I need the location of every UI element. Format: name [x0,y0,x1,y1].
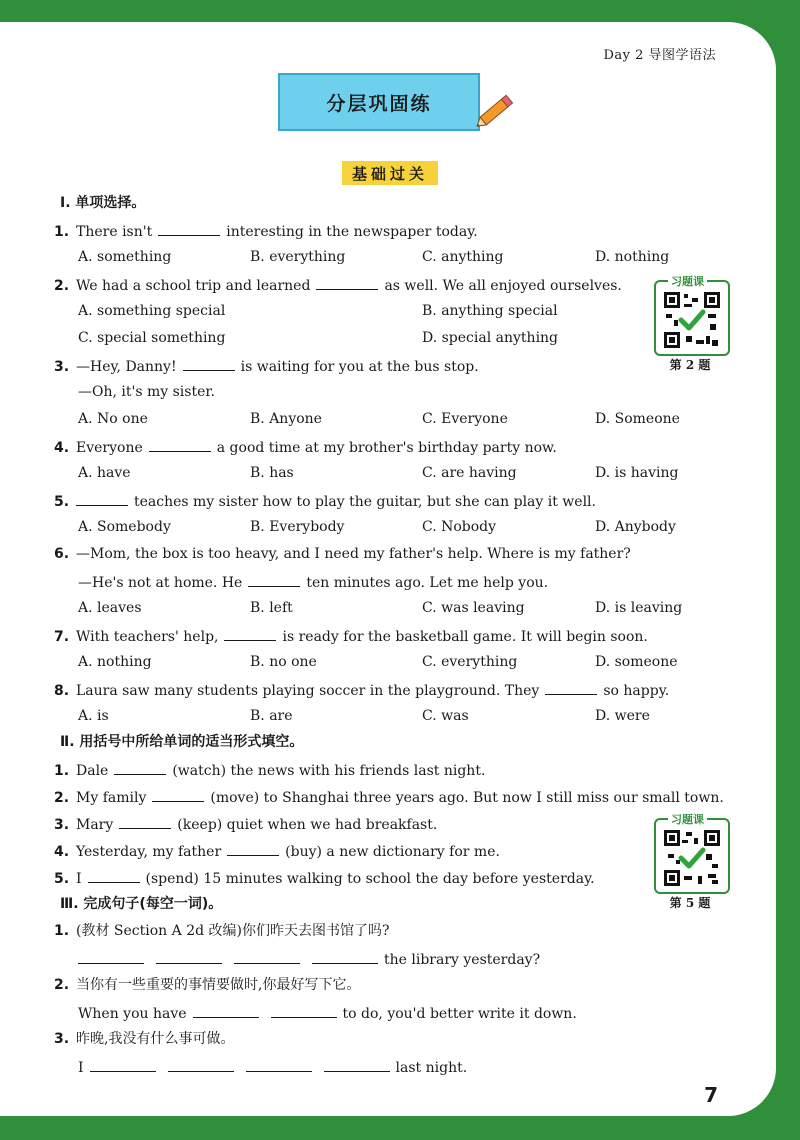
option-d[interactable]: D. Anybody [595,519,676,535]
answer-blank[interactable] [119,814,171,829]
page-number: 7 [704,1083,718,1107]
question-2-5: 5. I (spend) 15 minutes walking to school the day before yesterday. [54,868,595,888]
question-number: 1. [54,224,70,240]
question-3-1-prompt: 1. (教材 Section A 2d 改编)你们昨天去图书馆了吗? [54,923,390,939]
answer-blank[interactable] [90,1057,156,1072]
option-b[interactable]: B. left [250,600,293,616]
answer-blank[interactable] [78,949,144,964]
answer-blank[interactable] [234,949,300,964]
option-c[interactable]: C. was [422,708,469,724]
answer-blank[interactable] [114,760,166,775]
option-d[interactable]: D. nothing [595,249,670,265]
qr-label: 习题课 [668,811,707,827]
question-number: 2. [54,278,70,294]
answer-blank[interactable] [545,680,597,695]
option-a[interactable]: A. nothing [78,654,152,670]
option-c[interactable]: C. special something [78,330,226,346]
question-number: 5. [54,871,70,887]
section-1-title: Ⅰ. 单项选择。 [60,195,146,211]
option-a[interactable]: A. something special [78,303,226,319]
question-number: 1. [54,923,70,939]
option-d[interactable]: D. Someone [595,411,680,427]
option-d[interactable]: D. someone [595,654,678,670]
question-1-6: 6. —Mom, the box is too heavy, and I need my father's help. Where is my father? [54,546,631,562]
option-d[interactable]: D. were [595,708,650,724]
option-a[interactable]: A. is [78,708,109,724]
question-number: 2. [54,790,70,806]
question-1-6-reply: —He's not at home. He ten minutes ago. Let me help you. [78,572,548,592]
answer-blank[interactable] [271,1003,337,1018]
option-c[interactable]: C. everything [422,654,518,670]
qr-code-icon [664,292,720,348]
question-1-2: 2. We had a school trip and learned as well. We all enjoyed ourselves. [54,275,622,295]
banner-title: 分层巩固练 [278,73,480,131]
question-number: 5. [54,494,70,510]
option-d[interactable]: D. special anything [422,330,559,346]
option-b[interactable]: B. has [250,465,294,481]
answer-blank[interactable] [183,356,235,371]
option-c[interactable]: C. Everyone [422,411,508,427]
section-3-title: Ⅲ. 完成句子(每空一词)。 [60,896,223,912]
question-number: 3. [54,817,70,833]
question-1-4: 4. Everyone a good time at my brother's birthday party now. [54,437,557,457]
answer-blank[interactable] [168,1057,234,1072]
qr-caption-2: 第 5 题 [669,896,711,910]
option-c[interactable]: C. are having [422,465,517,481]
option-a[interactable]: A. Somebody [78,519,171,535]
option-c[interactable]: C. was leaving [422,600,525,616]
answer-blank[interactable] [227,841,279,856]
question-number: 3. [54,1031,70,1047]
question-3-1-answer: the library yesterday? [78,949,540,969]
option-a[interactable]: A. No one [78,411,148,427]
option-a[interactable]: A. have [78,465,131,481]
question-number: 1. [54,763,70,779]
answer-blank[interactable] [88,868,140,883]
question-number: 2. [54,977,70,993]
qr-code-1[interactable] [654,275,730,356]
question-1-7: 7. With teachers' help, is ready for the basketball game. It will begin soon. [54,626,648,646]
answer-blank[interactable] [312,949,378,964]
section-2-title: Ⅱ. 用括号中所给单词的适当形式填空。 [60,734,304,750]
section-subhead: 基础过关 [342,161,438,185]
question-number: 6. [54,546,70,562]
answer-blank[interactable] [316,275,378,290]
option-b[interactable]: B. are [250,708,293,724]
question-3-2-prompt: 2. 当你有一些重要的事情要做时,你最好写下它。 [54,977,361,993]
question-2-1: 1. Dale (watch) the news with his friends last night. [54,760,485,780]
option-b[interactable]: B. Anyone [250,411,322,427]
question-3-2-answer: When you have to do, you'd better write it down. [78,1003,577,1023]
question-number: 4. [54,844,70,860]
option-a[interactable]: A. something [78,249,172,265]
question-number: 8. [54,683,70,699]
option-b[interactable]: B. anything special [422,303,558,319]
option-d[interactable]: D. is having [595,465,679,481]
answer-blank[interactable] [156,949,222,964]
qr-label: 习题课 [668,273,707,289]
qr-caption-1: 第 2 题 [669,358,711,372]
option-b[interactable]: B. Everybody [250,519,345,535]
question-1-5: 5. teaches my sister how to play the guitar, but she can play it well. [54,491,596,511]
answer-blank[interactable] [76,491,128,506]
answer-blank[interactable] [149,437,211,452]
option-a[interactable]: A. leaves [78,600,142,616]
answer-blank[interactable] [324,1057,390,1072]
answer-blank[interactable] [152,787,204,802]
question-1-3: 3. —Hey, Danny! is waiting for you at the bus stop. [54,356,479,376]
answer-blank[interactable] [248,572,300,587]
running-head: Day 2 导图学语法 [603,48,716,63]
question-number: 3. [54,359,70,375]
question-number: 4. [54,440,70,456]
question-number: 7. [54,629,70,645]
worksheet-page [0,22,776,1116]
option-d[interactable]: D. is leaving [595,600,683,616]
question-1-1: 1. There isn't interesting in the newspaper today. [54,221,478,241]
question-2-3: 3. Mary (keep) quiet when we had breakfast. [54,814,437,834]
question-3-3-answer: I last night. [78,1057,467,1077]
option-b[interactable]: B. everything [250,249,346,265]
answer-blank[interactable] [193,1003,259,1018]
question-2-4: 4. Yesterday, my father (buy) a new dictionary for me. [54,841,500,861]
question-2-2: 2. My family (move) to Shanghai three years ago. But now I still miss our small town. [54,787,724,807]
answer-blank[interactable] [224,626,276,641]
answer-blank[interactable] [246,1057,312,1072]
option-b[interactable]: B. no one [250,654,317,670]
option-c[interactable]: C. anything [422,249,504,265]
question-1-8: 8. Laura saw many students playing soccer in the playground. They so happy. [54,680,669,700]
qr-code-2[interactable] [654,813,730,894]
question-1-3-reply: —Oh, it's my sister. [78,384,215,400]
option-c[interactable]: C. Nobody [422,519,497,535]
question-3-3-prompt: 3. 昨晚,我没有什么事可做。 [54,1031,235,1047]
qr-code-icon [664,830,720,886]
answer-blank[interactable] [158,221,220,236]
pencil-icon [470,92,518,132]
